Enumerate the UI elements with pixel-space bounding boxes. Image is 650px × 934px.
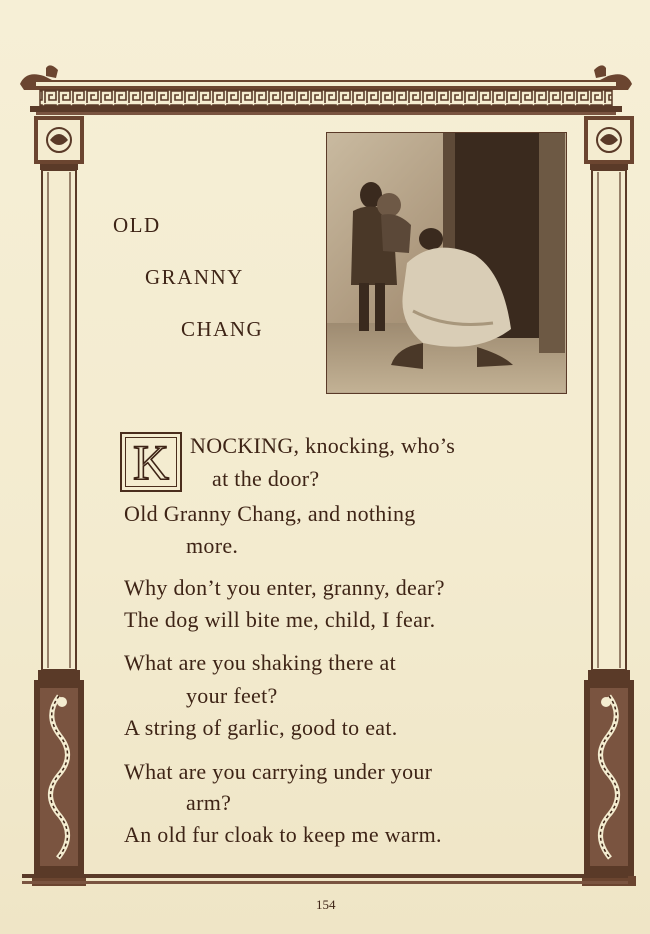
poem-line: Why don’t you enter, granny, dear?	[124, 575, 445, 600]
poem-line: NOCKING, knocking, who’s	[190, 433, 456, 458]
poem-line: at the door?	[212, 466, 320, 491]
poem-line: your feet?	[186, 683, 278, 708]
pagoda-roof-ornament	[16, 62, 636, 120]
poem-line: What are you shaking there at	[124, 650, 396, 675]
poem-line: A string of garlic, good to eat.	[124, 715, 398, 740]
dragon-pillar-ornament	[582, 116, 636, 886]
dragon-pillar-ornament	[32, 116, 86, 886]
page-number: 154	[316, 897, 336, 912]
title-line-3: CHANG	[181, 317, 264, 341]
photograph-image	[327, 133, 565, 392]
title-line-1: OLD	[113, 213, 161, 237]
drop-cap-letter: K	[125, 437, 177, 487]
poem-line: Old Granny Chang, and nothing	[124, 501, 416, 526]
frame-base-beam	[22, 872, 628, 888]
poem-line: more.	[186, 533, 239, 558]
poem-line: arm?	[186, 790, 232, 815]
poem-line: The dog will bite me, child, I fear.	[124, 607, 436, 632]
poem-line: An old fur cloak to keep me warm.	[124, 822, 442, 847]
title-line-2: GRANNY	[145, 265, 244, 289]
photograph	[326, 132, 567, 394]
poem-line: What are you carrying under your	[124, 759, 433, 784]
drop-cap	[120, 432, 182, 492]
